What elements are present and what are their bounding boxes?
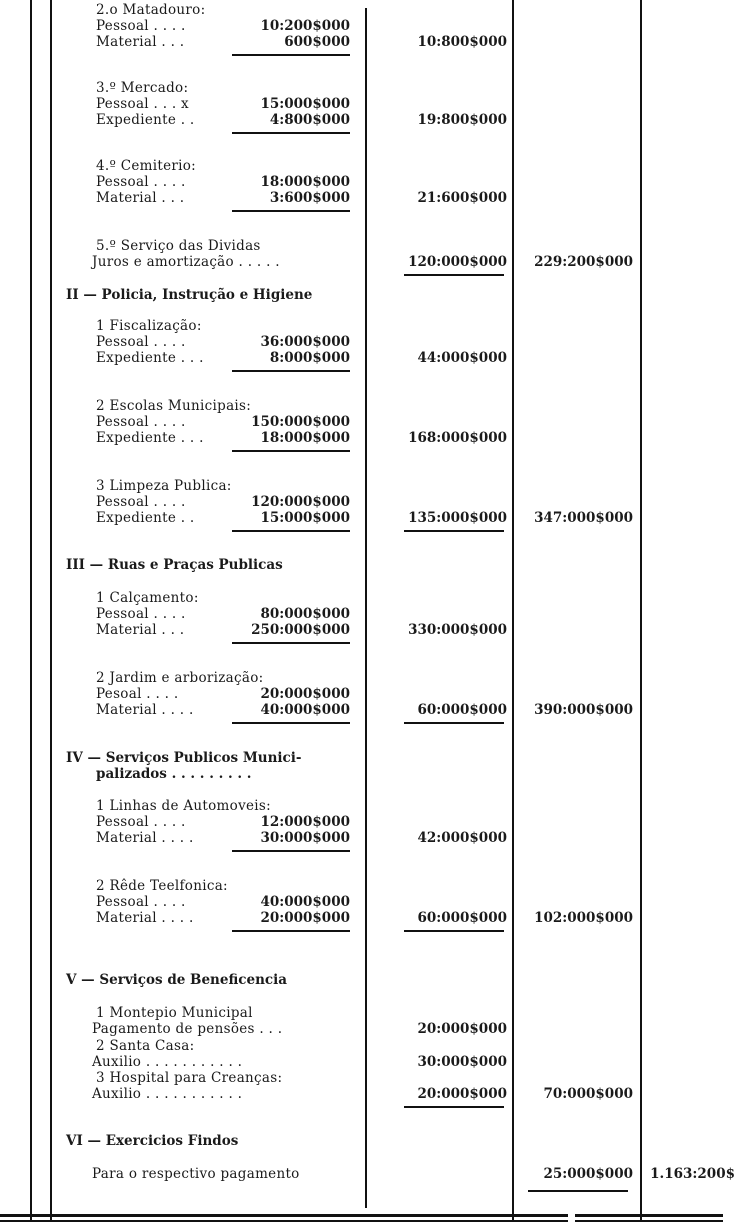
item-amount: 15:000$000 (260, 96, 350, 112)
item-label: Pessoal . . . . (96, 606, 186, 622)
item-amount: 3:600$000 (269, 190, 350, 206)
item-heading: 5.º Serviço das Dividas (96, 238, 261, 254)
item-amount: 10:200$000 (260, 18, 350, 34)
subtotal-value: 44:000$000 (417, 350, 507, 366)
item-label: Pessoal . . . . (96, 814, 186, 830)
item-amount: 12:000$000 (260, 814, 350, 830)
subtotal-rule (404, 722, 504, 724)
sum-rule (232, 850, 350, 852)
bottom-rule-right (575, 1214, 723, 1217)
subtotal-col-rule (512, 0, 514, 1222)
item-amount: 36:000$000 (260, 334, 350, 350)
item-amount: 40:000$000 (260, 894, 350, 910)
total-value: 70:000$000 (543, 1086, 633, 1102)
bottom-rule-left-2 (0, 1220, 568, 1222)
item-amount: 4:800$000 (269, 112, 350, 128)
left-inner-rule (50, 0, 52, 1222)
bottom-rule-right-2 (575, 1220, 723, 1222)
item-line: Pagamento de pensões . . . (92, 1021, 283, 1037)
total-rule (528, 1190, 628, 1192)
sum-rule (232, 370, 350, 372)
item-amount: 150:000$000 (251, 414, 350, 430)
subtotal-value: 60:000$000 (417, 910, 507, 926)
item-amount: 600$000 (284, 34, 350, 50)
item-label: Pessoal . . . . (96, 174, 186, 190)
subtotal-value: 20:000$000 (417, 1021, 507, 1037)
sum-rule (232, 530, 350, 532)
subtotal-rule (404, 530, 504, 532)
section-heading-cont: palizados . . . . . . . . . (96, 766, 252, 782)
item-label: Pessoal . . . . (96, 494, 186, 510)
total-value: 390:000$000 (534, 702, 633, 718)
item-label: Expediente . . (96, 510, 195, 526)
item-amount: 250:000$000 (251, 622, 350, 638)
item-heading: 2 Jardim e arborização: (96, 670, 264, 686)
item-line: Para o respectivo pagamento (92, 1166, 300, 1182)
total-value: 102:000$000 (534, 910, 633, 926)
sum-rule (232, 450, 350, 452)
total-col-rule (640, 0, 642, 1222)
item-label: Pessoal . . . . (96, 414, 186, 430)
item-heading: 4.º Cemiterio: (96, 158, 197, 174)
item-amount: 30:000$000 (260, 830, 350, 846)
item-amount: 15:000$000 (260, 510, 350, 526)
item-heading: 2.o Matadouro: (96, 2, 206, 18)
sum-rule (232, 54, 350, 56)
item-heading: 2 Escolas Municipais: (96, 398, 252, 414)
item-label: Material . . . (96, 190, 185, 206)
section-heading: V — Serviços de Beneficencia (66, 972, 287, 988)
item-label: Material . . . . (96, 830, 194, 846)
item-amount: 40:000$000 (260, 702, 350, 718)
item-label: Pessoal . . . . (96, 894, 186, 910)
item-heading: 3 Limpeza Publica: (96, 478, 232, 494)
item-label: Expediente . . . (96, 350, 204, 366)
section-heading: IV — Serviços Publicos Munici- (66, 750, 302, 766)
item-amount: 120:000$000 (251, 494, 350, 510)
subtotal-value: 19:800$000 (417, 112, 507, 128)
subtotal-value: 120:000$000 (408, 254, 507, 270)
item-heading: 1 Fiscalização: (96, 318, 202, 334)
subtotal-rule (404, 274, 504, 276)
item-label: Pessoal . . . x (96, 96, 189, 112)
item-line: Auxilio . . . . . . . . . . . (92, 1054, 243, 1070)
item-line: Juros e amortização . . . . . (92, 254, 280, 270)
item-label: Material . . . . (96, 910, 194, 926)
item-label: Expediente . . (96, 112, 195, 128)
item-heading: 3 Hospital para Creanças: (96, 1070, 283, 1086)
item-label: Pessoal . . . . (96, 18, 186, 34)
sum-rule (232, 132, 350, 134)
section-heading: II — Policia, Instrução e Higiene (66, 287, 313, 303)
sum-rule (232, 722, 350, 724)
item-label: Expediente . . . (96, 430, 204, 446)
subtotal-rule (404, 930, 504, 932)
item-amount: 20:000$000 (260, 686, 350, 702)
item-heading: 1 Calçamento: (96, 590, 199, 606)
item-amount: 80:000$000 (260, 606, 350, 622)
item-amount: 20:000$000 (260, 910, 350, 926)
subtotal-value: 10:800$000 (417, 34, 507, 50)
total-value: 229:200$000 (534, 254, 633, 270)
item-line: Auxilio . . . . . . . . . . . (92, 1086, 243, 1102)
item-amount: 18:000$000 (260, 430, 350, 446)
section-heading: VI — Exercicios Findos (66, 1133, 239, 1149)
item-label: Pessoal . . . . (96, 334, 186, 350)
sum-rule (232, 930, 350, 932)
item-amount: 8:000$000 (269, 350, 350, 366)
grand-total-value: 1.163:200$ (650, 1166, 735, 1182)
subtotal-value: 30:000$000 (417, 1054, 507, 1070)
item-amount: 18:000$000 (260, 174, 350, 190)
subtotal-value: 135:000$000 (408, 510, 507, 526)
item-heading: 1 Linhas de Automoveis: (96, 798, 271, 814)
item-label: Material . . . (96, 622, 185, 638)
subtotal-rule (404, 1106, 504, 1108)
sum-rule (232, 642, 350, 644)
item-heading: 2 Rêde Teelfonica: (96, 878, 228, 894)
subtotal-value: 20:000$000 (417, 1086, 507, 1102)
sum-rule (232, 210, 350, 212)
item-heading: 2 Santa Casa: (96, 1038, 195, 1054)
subtotal-value: 168:000$000 (408, 430, 507, 446)
subtotal-value: 60:000$000 (417, 702, 507, 718)
brace-col-rule (365, 8, 367, 1208)
total-value: 25:000$000 (543, 1166, 633, 1182)
total-value: 347:000$000 (534, 510, 633, 526)
item-label: Material . . . (96, 34, 185, 50)
section-heading: III — Ruas e Praças Publicas (66, 557, 283, 573)
item-label: Pesoal . . . . (96, 686, 179, 702)
subtotal-value: 42:000$000 (417, 830, 507, 846)
subtotal-value: 330:000$000 (408, 622, 507, 638)
left-margin-rule (30, 0, 32, 1222)
item-heading: 1 Montepio Municipal (96, 1005, 253, 1021)
item-label: Material . . . . (96, 702, 194, 718)
bottom-rule-left (0, 1214, 568, 1217)
item-heading: 3.º Mercado: (96, 80, 189, 96)
subtotal-value: 21:600$000 (417, 190, 507, 206)
